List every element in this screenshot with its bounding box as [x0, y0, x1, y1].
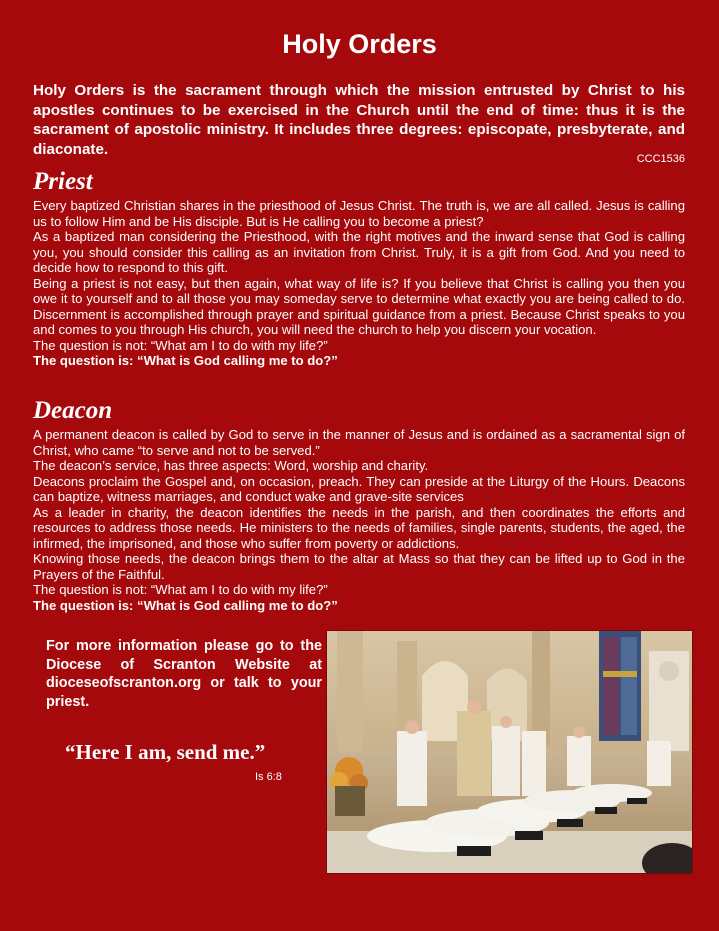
priest-heading: Priest	[33, 168, 93, 195]
priest-question: The question is: “What is God calling me to do?”	[33, 353, 338, 368]
deacon-question-not: The question is not: “What am I to do with my life?”	[33, 582, 328, 597]
deacon-paragraph: Deacons proclaim the Gospel and, on occasion, preach. They can preside at the Liturgy of the Hours. Deacons can baptize, witness marriages, and conduct wake and grave-site services	[33, 473, 685, 504]
scripture-quote: “Here I am, send me.”	[65, 740, 266, 764]
priest-paragraph: Every baptized Christian shares in the priesthood of Jesus Christ. The truth is, we are all called. Jesus is calling us to follow Him and be His disciple. But is He calling you to become a priest?	[33, 198, 685, 229]
ordination-photo-illustration	[327, 631, 692, 873]
priest-question-not: The question is not: “What am I to do with my life?”	[33, 337, 328, 353]
intro-citation: CCC1536	[636, 153, 685, 165]
ordination-photo	[326, 630, 693, 874]
deacon-paragraph: The deacon’s service, has three aspects: Word, worship and charity.	[33, 458, 429, 473]
deacon-question: The question is: “What is God calling me to do?”	[33, 597, 338, 613]
deacon-paragraph: A permanent deacon is called by God to serve in the manner of Jesus and is ordained as a sacramental sign of Christ, who came “to serve and not to be served.”	[33, 427, 685, 458]
page-title: Holy Orders	[282, 29, 437, 59]
deacon-heading: Deacon	[33, 397, 113, 424]
deacon-paragraph: Knowing those needs, the deacon brings them to the altar at Mass so that they can be lifted up to God in the Prayers of the Faithful.	[33, 551, 685, 582]
priest-paragraph: Being a priest is not easy, but then again, what way of life is? If you believe that Christ is calling you then you owe it to yourself and to all those you may someday serve to determine what exactly you are being called to do. Discernment is accomplished through prayer and spiritual guidance from a priest. Because Christ speaks to you and comes to you through His church, you will need the church to help you discern your vocation.	[33, 275, 685, 337]
more-info-text: For more information please go to the Diocese of Scranton Website at dioceseofscranton.org or talk to your priest.	[46, 638, 322, 711]
intro-text: Holy Orders is the sacrament through which the mission entrusted by Christ to his apostles continues to be exercised in the Church until the end of time: thus it is the sacrament of apostolic ministry. It includes three degrees: episcopate, presbyterate, and diaconate.	[33, 82, 685, 158]
priest-section	[33, 198, 685, 369]
priest-paragraph: As a baptized man considering the Priesthood, with the right motives and the inward sense that God is calling you, you should consider this calling as an invitation from Christ. Truly, it is a gift from God. And you need to decide how to respond to this gift.	[33, 229, 685, 275]
deacon-section	[33, 427, 685, 613]
quote-citation: Is 6:8	[255, 771, 282, 783]
deacon-paragraph: As a leader in charity, the deacon identifies the needs in the parish, and then coordinates the efforts and resources to address those needs. He ministers to the needs of families, single parents, students, the aged, the infirmed, the imprisoned, and those who suffer from poverty or addictions.	[33, 504, 685, 551]
